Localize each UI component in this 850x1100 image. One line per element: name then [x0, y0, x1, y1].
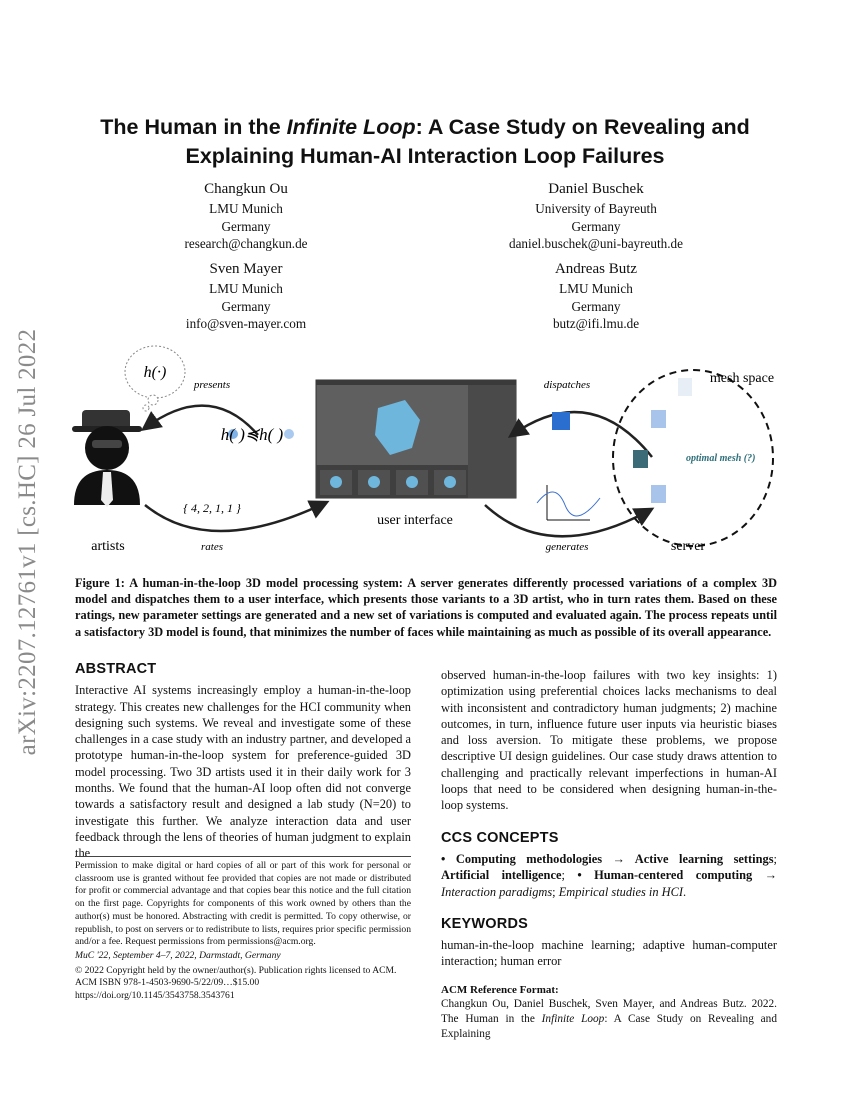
ratings-values: { 4, 2, 1, 1 } [183, 501, 241, 515]
ccs-term: Empirical studies in HCI [558, 884, 683, 899]
reference-text [441, 997, 777, 1042]
right-column [441, 667, 777, 1042]
author-email: butz@ifi.lmu.de [552, 316, 640, 332]
author-name: Sven Mayer [209, 261, 283, 277]
title-italic: Infinite Loop [286, 115, 416, 139]
paper-title [60, 113, 790, 171]
dispatched-mesh [552, 412, 570, 430]
permission-notice: Permission to make digital or hard copies of all or part of this work for personal or classroom use is granted without fee provided that copies are not made or distributed for profit or commercial advantage and that copies bear this notice and the full citation on the first page. Copyrights for components of this work owned by others than the author(s) must be honored. Abstracting with credit is permitted. To copy otherwise, or republish, to post on servers or to redistribute to lists, requires prior specific permission and/or a fee. Request permissions from permissions@acm.org. [75, 860, 411, 948]
ccs-term: • Computing methodologies → Active learning settings [441, 851, 774, 866]
ccs-term: Artificial intelligence [441, 868, 562, 883]
author-country: Germany [571, 298, 621, 314]
server-label: server [670, 539, 706, 554]
abstract-heading: ABSTRACT [75, 661, 157, 677]
author-block [476, 178, 716, 253]
artists-label: artists [91, 539, 125, 554]
dispatches-arrow [512, 412, 652, 457]
copyright: © 2022 Copyright held by the owner/author(s). Publication rights licensed to ACM. [75, 964, 397, 976]
author-country: Germany [221, 298, 271, 314]
author-affiliation: LMU Munich [209, 281, 283, 296]
ccs-sep: ; [552, 884, 559, 899]
author-email: daniel.buschek@uni-bayreuth.de [508, 236, 683, 252]
title-part: The Human in the [100, 115, 287, 139]
keywords-heading: KEYWORDS [441, 915, 528, 932]
thought-text: h(·) [143, 364, 167, 381]
rates-label: rates [201, 541, 223, 553]
doi-link[interactable]: https://doi.org/10.1145/3543758.3543761 [75, 990, 235, 1002]
abstract-continued: observed human-in-the-loop failures with two key insights: 1) optimization using preferential choices lacks mechanisms to deal with inconsistent and contradictory human judgments; 2) machine outcomes, in turn, influence future user inputs via heuristic biases and loss aversion. To mitigate these problems, we propose descriptive UI design guidelines. Our case study draws attention to challenging and practically relevant imperfections in human-AI loops that need to be considered when designing human-in-the-loop systems. [441, 668, 777, 813]
keywords-text: human-in-the-loop machine learning; adaptive human-computer interaction; human error [441, 938, 777, 969]
generates-label: generates [545, 541, 589, 553]
abstract-text: Interactive AI systems increasingly employ a human-in-the-loop strategy. This creates new challenges for the HCI community when designing such systems. We reveal and investigate some of these challenges in a case study with an industry partner, and developed a prototype human-in-the-loop system for preference-guided 3D model processing. Two 3D artists used it in their daily work for 3 months. We found that the human-AI loop often did not converge towards a satisfactory result and designed a lab study (N=20) to investigate this further. We analyze interaction data and user feedback through the lens of theories of human judgment to explain the [75, 683, 412, 861]
author-email: info@sven-mayer.com [185, 316, 307, 332]
thought-bubble [125, 346, 185, 411]
author-block [126, 258, 366, 333]
ccs-sep: ; [561, 868, 578, 883]
user-interface-screenshot [316, 380, 516, 498]
ccs-heading: CCS CONCEPTS [441, 829, 559, 846]
reference-part: : A Case Study on Revealing and Explaining [441, 1012, 777, 1040]
ccs-term: • Human-centered computing [577, 868, 753, 883]
author-affiliation: LMU Munich [209, 201, 283, 216]
venue: MuC '22, September 4–7, 2022, Darmstadt, Germany [75, 949, 281, 961]
title-part: : A Case Study on Revealing and Explaining Human-AI Interaction Loop Failures [185, 115, 750, 168]
ccs-sep: ; [773, 851, 777, 866]
author-name: Changkun Ou [204, 181, 288, 197]
footnote [75, 856, 411, 1003]
arxiv-stamp: arXiv:2207.12761v1 [cs.HC] 26 Jul 2022 [14, 328, 41, 756]
optimal-mesh-icon [633, 450, 648, 468]
author-country: Germany [571, 218, 621, 234]
mesh-space-label [710, 371, 774, 386]
mesh-space-text: mesh space [709, 371, 775, 386]
ccs-sep: → [752, 868, 777, 883]
mesh-sample [678, 378, 692, 396]
user-interface-label: user interface [377, 513, 453, 528]
author-name: Daniel Buschek [548, 181, 644, 197]
author-email: research@changkun.de [184, 236, 308, 252]
figure-diagram [60, 340, 790, 560]
optimal-mesh-label: optimal mesh (?) [686, 453, 756, 464]
reference-part: Changkun Ou, Daniel Buschek, Sven Mayer, and Andreas Butz. 2022. The Human in the [441, 997, 777, 1025]
mesh-thumb [284, 429, 294, 439]
gaussian-process-plot [537, 485, 600, 520]
ccs-term: Interaction paradigms [441, 884, 553, 899]
ccs-text [441, 851, 777, 900]
author-country: Germany [221, 218, 271, 234]
ccs-sep: . [682, 884, 687, 899]
reference-heading: ACM Reference Format: [441, 983, 559, 996]
author-affiliation: LMU Munich [559, 281, 633, 296]
author-name: Andreas Butz [554, 261, 638, 277]
mesh-sample [651, 485, 666, 503]
mesh-sample [651, 410, 666, 428]
reference-italic: Infinite Loop [541, 1012, 605, 1025]
isbn: ACM ISBN 978-1-4503-9690-5/22/09…$15.00 [75, 977, 260, 989]
dispatches-label: dispatches [543, 379, 591, 391]
presents-label: presents [193, 379, 231, 391]
left-column [75, 661, 411, 862]
preference-relation: h( )≼h( ) [220, 425, 284, 444]
figure-caption: Figure 1: A human-in-the-loop 3D model processing system: A server generates differently processed variations of a complex 3D model and dispatches them to a user interface, which presents those variants to a 3D artist, who in turn rates them. Based on these ratings, new parameter settings are generated and a new set of variations is computed and evaluated again. The process repeats until a satisfactory 3D model is found, that minimizes the number of faces while maintaining as much as possible of its overall appearance. [75, 576, 777, 639]
author-affiliation: University of Bayreuth [535, 201, 657, 216]
author-block [476, 258, 716, 333]
author-block [126, 178, 366, 253]
artist-icon [72, 410, 142, 507]
